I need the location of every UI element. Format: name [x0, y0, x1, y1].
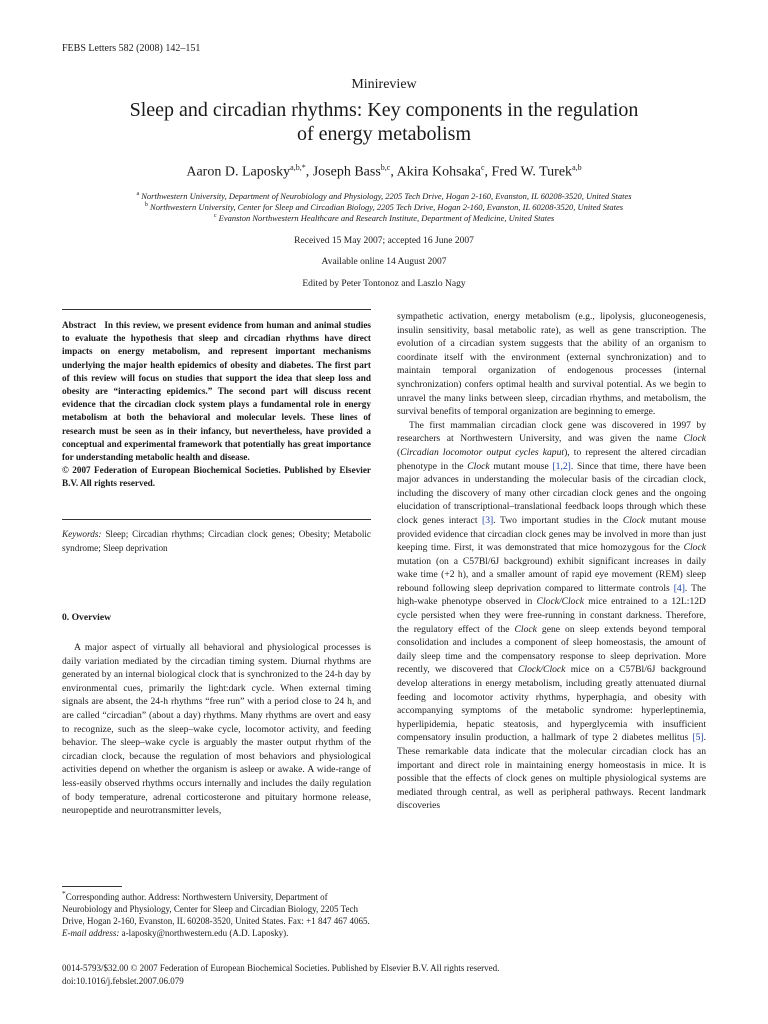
right-paragraph-1: sympathetic activation, energy metabolism (e.g., lipolysis, gluconeogenesis, insulin sensitivity, basal metabolic rate), as well as gene transcription. The evolution of a circadian system suggests that the ability of an organism to coordinate itself with the environment (external synchronization) and to maintain temporal organization of endogenous processes (internal synchronization) confers optimal health and survival potential. As we begin to unravel the many links between sleep, circadian rhythms, and metabolism, the survival benefits of temporal organization are beginning to emerge.	[397, 311, 706, 418]
email-label: E-mail address:	[62, 928, 120, 938]
doi-line[interactable]: doi:10.1016/j.febslet.2007.06.079	[62, 976, 184, 986]
citation-link[interactable]: [4]	[673, 582, 685, 594]
footnote-rule	[62, 886, 122, 887]
citation-link[interactable]: [1,2]	[552, 460, 571, 472]
footnote-text: Corresponding author. Address: Northwestern University, Department of Neurobiology and Physiology, Center for Sleep and Circadian Biology, 2205 Tech Drive, Hogan 2-160, Evanston, IL 60208-3520, United States. Fax: +1 847 467 4065.	[62, 892, 370, 926]
footnote-marker: *	[62, 889, 66, 898]
abstract	[62, 319, 371, 491]
author-name: Fred W. Turek	[491, 164, 573, 180]
keywords-text: Sleep; Circadian rhythms; Circadian clock genes; Obesity; Metabolic syndrome; Sleep deprivation	[62, 529, 371, 553]
citation-link[interactable]: [3]	[482, 514, 494, 526]
article-type: Minireview	[351, 77, 417, 92]
author-affiliation-marker: c	[480, 163, 485, 172]
affiliation-text: Evanston Northwestern Healthcare and Research Institute, Department of Medicine, United States	[218, 212, 555, 223]
author-affiliation-marker: a,b	[572, 163, 582, 172]
author-list: Aaron D. Laposky$^{a,b,*}$, Joseph Bass$^{b,c}$, Akira Kohsaka$^c$, Fred W. Turek$^{a,b}$	[186, 163, 582, 180]
section-heading: 0. Overview	[62, 612, 112, 623]
abstract-text: In this review, we present evidence from human and animal studies to evaluate the hypothesis that sleep and circadian rhythms have direct impacts on energy metabolism, and represent important mechanisms underlying the major health epidemics of obesity and diabetes. The first part of this review will focus on studies that support the idea that sleep loss and obesity are “interacting epidemics.” The second part will discuss recent evidence that the circadian clock system plays a fundamental role in energy metabolism at both the behavioral and molecular levels. These lines of research must be seen as in their infancy, but nevertheless, have provided a conceptual and experimental framework that potentially has great importance for understanding metabolic health and disease.	[62, 320, 371, 463]
title-line-2: of energy metabolism	[296, 123, 472, 145]
received-date: Received 15 May 2007; accepted 16 June 2007	[294, 236, 474, 246]
abstract-bottom-rule	[62, 519, 371, 520]
citation-link[interactable]: [5]	[692, 732, 704, 744]
email-address[interactable]: a-laposky@northwestern.edu (A.D. Laposky).	[121, 928, 289, 938]
affiliation-marker: c	[213, 213, 217, 219]
author-affiliation-marker: a,b,*	[290, 163, 306, 172]
affiliation-text: Northwestern University, Department of Neurobiology and Physiology, 2205 Tech Drive, Hogan 2-160, Evanston, IL 60208-3520, United States	[141, 190, 632, 201]
author-name: Aaron D. Laposky	[186, 164, 291, 180]
keywords	[62, 528, 371, 555]
keywords-label: Keywords:	[62, 529, 102, 539]
affiliation-marker: b	[144, 202, 148, 208]
overview-body	[62, 641, 371, 818]
overview-paragraph: A major aspect of virtually all behavioral and physiological processes is daily variation mediated by the circadian timing system. Diurnal rhythms are generated by an internal biological clock that is synchronized to the 24-h day by environmental cues, primarily the light:dark cycle. When external timing signals are absent, the 24-h rhythms “free run” with a period close to 24 h, and are called “circadian” (about a day) rhythms. Many rhythms are overt and easy to recognize, such as the sleep–wake cycle, locomotor activity, and feeding behavior. The sleep–wake cycle is arguably the master output rhythm of the circadian clock, because the regulation of most behaviors and physiological activities depend on whether the organism is asleep or awake. A wide-range of less-easily observed rhythms occurs internally and includes the daily regulation of body temperature, adrenal corticosterone and pituitary hormone release, neuropeptide and neurotransmitter levels,	[62, 642, 371, 817]
online-date: Available online 14 August 2007	[321, 257, 447, 267]
abstract-top-rule	[62, 309, 371, 310]
author-name: Joseph Bass	[312, 164, 381, 180]
abstract-copyright: © 2007 Federation of European Biochemical Societies. Published by Elsevier B.V. All rights reserved.	[62, 465, 371, 489]
affiliation-text: Northwestern University, Center for Sleep and Circadian Biology, 2205 Tech Drive, Hogan 2-160, Evanston, IL 60208-3520, United States	[150, 201, 624, 212]
footnote	[62, 888, 371, 939]
right-paragraph-2: The first mammalian circadian clock gene was discovered in 1997 by researchers at Northwestern University, and was given the name Clock (Circadian locomotor output cycles kaput), to represent the altered circadian phenotype in the Clock mutant mouse [1,2]. Since that time, there have been major advances in understanding the molecular basis of the circadian clock, including the discovery of many other circadian clock genes and the ongoing elucidation of transcriptional–translational feedback loops through which these clock genes interact [3]. Two important studies in the Clock mutant mouse provided evidence that circadian clock genes may be involved in more than just keeping time. First, it was demonstrated that mice homozygous for the Clock mutation (on a C57Bl/6J background) exhibit significant increases in daily wake time (+2 h), and a smaller amount of rapid eye movement (REM) sleep rebound following sleep deprivation compared to littermate controls [4]. The high-wake phenotype observed in Clock/Clock mice entrained to a 12L:12D cycle persisted when they were free-running in constant darkness. Therefore, the regulatory effect of the Clock gene on sleep extends beyond temporal consolidation and includes a component of sleep homeostasis, the amount of daily sleep time and the compensatory response to sleep deprivation. More recently, we discovered that Clock/Clock mice on a C57Bl/6J background develop alterations in energy metabolism, including greatly attenuated diurnal feeding and locomotor activity rhythms, hyperphagia, and obesity with accompanying symptoms of the metabolic syndrome: hyperleptinemia, hyperlipidemia, hepatic steatosis, and hyperglycemia with insufficient compensatory insulin production, a hallmark of type 2 diabetes mellitus [5]. These remarkable data indicate that the molecular circadian clock has an important and direct role in maintaining energy homeostasis in mice. It is possible that the effects of clock genes on multiple physiological systems are mediated through central, as well as peripheral pathways. Recent landmark discoveries	[397, 419, 707, 812]
affiliation-marker: a	[136, 191, 140, 197]
right-column	[397, 310, 706, 813]
article-title	[80, 98, 688, 146]
abstract-label: Abstract	[62, 320, 97, 330]
affiliation-c	[0, 211, 768, 224]
author-name: Akira Kohsaka	[396, 164, 481, 180]
journal-citation: FEBS Letters 582 (2008) 142–151	[62, 43, 201, 54]
editor-line: Edited by Peter Tontonoz and Laszlo Nagy	[302, 279, 466, 289]
copyright-line: 0014-5793/$32.00 © 2007 Federation of European Biochemical Societies. Published by Elsevier B.V. All rights reserved.	[62, 963, 500, 973]
title-line-1: Sleep and circadian rhythms: Key components in the regulation	[129, 99, 639, 121]
author-affiliation-marker: b,c	[380, 163, 391, 172]
